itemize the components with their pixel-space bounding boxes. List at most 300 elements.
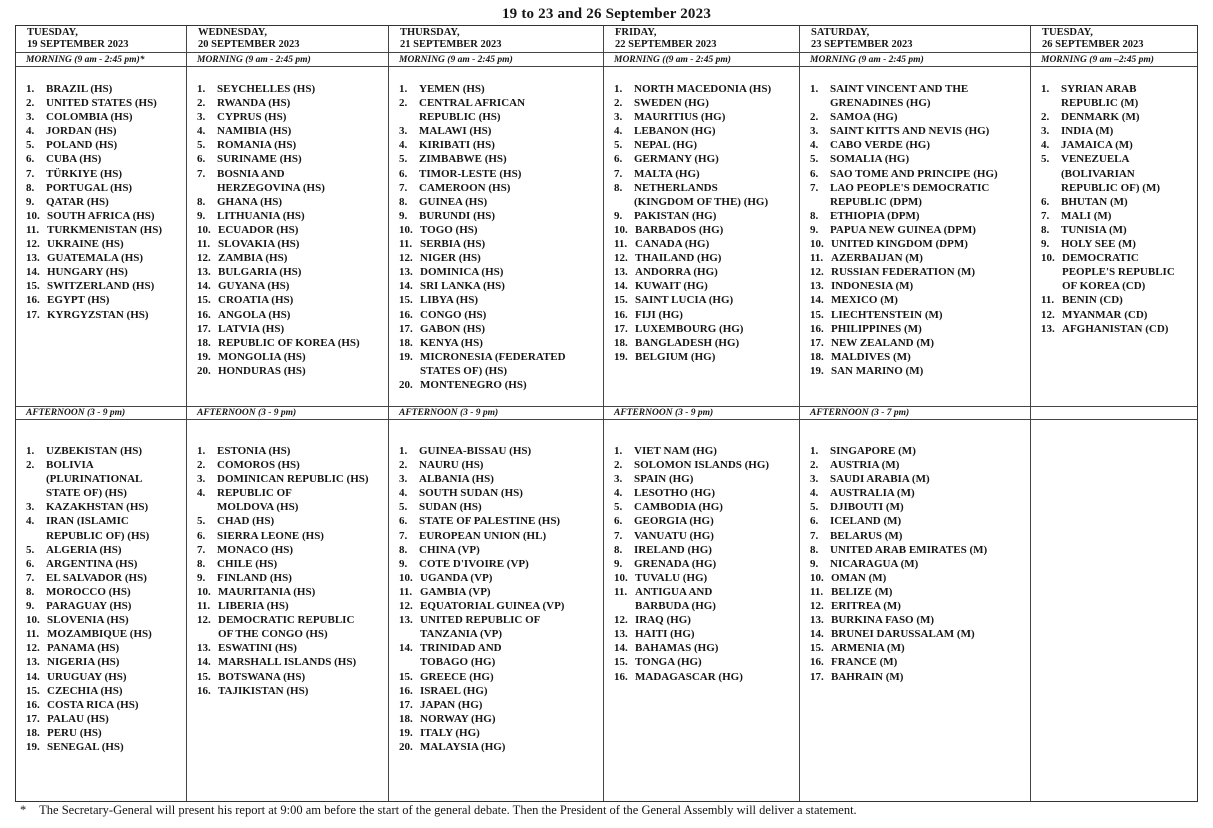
speaker-item <box>26 293 184 307</box>
speaker-item <box>399 712 601 726</box>
speaker-number: 6. <box>26 153 35 166</box>
speaker-number: 10. <box>614 223 628 236</box>
speaker-number: 17. <box>197 322 211 335</box>
speaker-name: BRUNEI DARUSSALAM (M) <box>831 628 975 641</box>
speaker-number: 4. <box>197 125 206 138</box>
speaker-number: 14. <box>614 642 628 655</box>
speaker-name: ALGERIA (HS) <box>46 543 122 556</box>
speaker-number: 14. <box>26 670 40 683</box>
speaker-name: JAPAN (HG) <box>420 698 483 711</box>
speaker-number: 18. <box>26 726 40 739</box>
speaker-number: 10. <box>399 223 413 236</box>
speaker-name: IRAN (ISLAMIC REPUBLIC OF) (HS) <box>46 515 150 542</box>
speaker-number: 4. <box>399 139 408 152</box>
speaker-item <box>26 627 184 641</box>
speaker-number: 6. <box>399 515 408 528</box>
speaker-number: 11. <box>197 238 211 251</box>
speaker-name: TAJIKISTAN (HS) <box>218 684 309 697</box>
speaker-number: 16. <box>399 308 413 321</box>
speaker-item <box>614 655 797 669</box>
speaker-name: BENIN (CD) <box>1062 294 1123 307</box>
day-column <box>799 26 1030 801</box>
afternoon-session-label: AFTERNOON (3 - 9 pm) <box>389 406 603 420</box>
speaker-number: 6. <box>399 167 408 180</box>
speaker-name: SOMALIA (HG) <box>830 153 910 166</box>
speaker-name: HOLY SEE (M) <box>1061 238 1136 251</box>
speaker-name: PARAGUAY (HS) <box>46 600 132 613</box>
speaker-number: 19. <box>399 350 413 363</box>
speaker-name: NORTH MACEDONIA (HS) <box>634 83 772 95</box>
speaker-name: OMAN (M) <box>831 571 887 584</box>
speaker-number: 15. <box>26 684 40 697</box>
speaker-number: 6. <box>614 515 623 528</box>
speaker-item <box>197 265 386 279</box>
speaker-number: 11. <box>1041 294 1055 307</box>
speaker-name: ECUADOR (HS) <box>218 223 299 236</box>
footnote <box>20 803 857 818</box>
speaker-name: UGANDA (VP) <box>420 571 493 584</box>
speaker-name: CUBA (HS) <box>46 153 102 166</box>
speaker-number: 6. <box>197 529 206 542</box>
speaker-name: BULGARIA (HS) <box>218 266 302 279</box>
speaker-name: SWEDEN (HG) <box>634 97 709 110</box>
speaker-name: MICRONESIA (FEDERATED STATES OF) (HS) <box>420 350 566 377</box>
speaker-name: UNITED REPUBLIC OF TANZANIA (VP) <box>420 614 541 641</box>
speaker-item <box>26 613 184 627</box>
speaker-number: 3. <box>614 473 623 486</box>
speaker-name: AUSTRALIA (M) <box>830 487 915 500</box>
speaker-number: 9. <box>1041 238 1050 251</box>
speaker-item <box>399 740 601 754</box>
speaker-number: 11. <box>810 585 824 598</box>
speaker-item <box>399 336 601 350</box>
speaker-number: 11. <box>614 238 628 251</box>
speaker-number: 11. <box>26 628 40 641</box>
speaker-name: SLOVENIA (HS) <box>47 614 129 627</box>
speaker-item <box>614 167 797 181</box>
speaker-name: TUNISIA (M) <box>1061 223 1127 236</box>
speaker-number: 14. <box>399 280 413 293</box>
speaker-number: 17. <box>614 322 628 335</box>
speaker-number: 1. <box>614 83 623 95</box>
speaker-item <box>26 712 184 726</box>
speaker-name: CHAD (HS) <box>217 515 275 528</box>
speaker-item <box>26 152 184 166</box>
speaker-item <box>399 195 601 209</box>
speaker-number: 19. <box>399 726 413 739</box>
speaker-item <box>26 698 184 712</box>
speaker-item <box>26 195 184 209</box>
speaker-name: ANTIGUA AND BARBUDA (HG) <box>635 585 716 613</box>
day-header <box>187 26 388 53</box>
speaker-item <box>197 472 386 486</box>
speaker-item <box>197 223 386 237</box>
speaker-number: 2. <box>614 459 623 472</box>
speaker-item <box>614 350 797 364</box>
speaker-name: DOMINICA (HS) <box>420 266 504 279</box>
speaker-name: CONGO (HS) <box>420 308 487 321</box>
speaker-name: ETHIOPIA (DPM) <box>830 209 920 222</box>
speaker-number: 13. <box>197 642 211 655</box>
speaker-name: MADAGASCAR (HG) <box>635 670 743 683</box>
speaker-number: 3. <box>810 473 819 486</box>
speaker-item <box>614 138 797 152</box>
speaker-item <box>197 585 386 599</box>
speaker-name: LATVIA (HS) <box>218 322 285 335</box>
speaker-number: 7. <box>26 167 35 180</box>
speaker-item <box>197 655 386 669</box>
speaker-item <box>26 543 184 557</box>
speaker-item <box>399 684 601 698</box>
speaker-name: THAILAND (HG) <box>635 252 722 265</box>
speaker-name: HONDURAS (HS) <box>218 364 306 377</box>
speaker-number: 4. <box>399 487 408 500</box>
speaker-name: COLOMBIA (HS) <box>46 111 133 124</box>
speaker-number: 8. <box>614 543 623 556</box>
speaker-name: CZECHIA (HS) <box>47 684 123 697</box>
speaker-number: 5. <box>197 515 206 528</box>
speaker-item <box>399 308 601 322</box>
speaker-name: COSTA RICA (HS) <box>47 698 139 711</box>
speaker-item <box>1041 138 1195 152</box>
speaker-item <box>810 279 1028 293</box>
speaker-name: AZERBAIJAN (M) <box>831 252 923 265</box>
afternoon-speaker-list <box>399 444 601 754</box>
speaker-item <box>810 364 1028 378</box>
speaker-name: PAKISTAN (HG) <box>634 209 717 222</box>
speaker-number: 12. <box>197 614 211 627</box>
speaker-name: SURINAME (HS) <box>217 153 302 166</box>
speaker-name: ISRAEL (HG) <box>420 684 488 697</box>
speaker-item <box>614 82 797 96</box>
speaker-item <box>197 458 386 472</box>
speaker-number: 17. <box>399 322 413 335</box>
speaker-number: 5. <box>197 139 206 152</box>
speaker-item <box>614 529 797 543</box>
speaker-number: 6. <box>810 515 819 528</box>
speaker-item <box>26 82 184 96</box>
speaker-item <box>197 641 386 655</box>
speaker-name: NETHERLANDS (KINGDOM OF THE) (HG) <box>634 181 769 208</box>
speaker-item <box>614 500 797 514</box>
day-name: FRIDAY, <box>615 27 657 38</box>
speaker-item <box>810 209 1028 223</box>
speaker-item <box>614 670 797 684</box>
speaker-name: FINLAND (HS) <box>217 571 292 584</box>
speaker-number: 18. <box>810 350 824 363</box>
speaker-number: 1. <box>614 445 623 457</box>
day-date: 21 SEPTEMBER 2023 <box>400 39 502 50</box>
speaker-name: HAITI (HG) <box>635 628 695 641</box>
speaker-item <box>1041 195 1195 209</box>
speaker-name: BARBADOS (HG) <box>635 223 724 236</box>
speaker-number: 10. <box>197 585 211 598</box>
speaker-number: 8. <box>197 557 206 570</box>
speaker-item <box>197 444 386 458</box>
speaker-item <box>614 627 797 641</box>
speaker-item <box>197 251 386 265</box>
speaker-number: 14. <box>197 280 211 293</box>
day-header <box>604 26 799 53</box>
speaker-name: NEPAL (HG) <box>634 139 698 152</box>
day-column <box>603 26 799 801</box>
speaker-number: 8. <box>26 181 35 194</box>
speaker-number: 9. <box>26 195 35 208</box>
speaker-item <box>26 514 184 542</box>
speaker-name: DOMINICAN REPUBLIC (HS) <box>217 473 369 486</box>
speaker-name: BRAZIL (HS) <box>46 83 113 95</box>
speaker-number: 5. <box>810 153 819 166</box>
speaker-name: REPUBLIC OF KOREA (HS) <box>218 336 360 349</box>
speaker-number: 13. <box>197 266 211 279</box>
speaker-number: 8. <box>614 181 623 194</box>
speaker-name: CYPRUS (HS) <box>217 111 287 124</box>
speaker-name: CENTRAL AFRICAN REPUBLIC (HS) <box>419 97 526 124</box>
speaker-name: PAPUA NEW GUINEA (DPM) <box>830 223 976 236</box>
speaker-item <box>26 96 184 110</box>
speaker-name: GUINEA (HS) <box>419 195 488 208</box>
speaker-name: GUATEMALA (HS) <box>47 252 144 265</box>
speaker-name: MALAWI (HS) <box>419 125 492 138</box>
speaker-number: 1. <box>399 445 408 457</box>
speaker-number: 16. <box>810 656 824 669</box>
speaker-number: 10. <box>197 223 211 236</box>
speaker-item <box>810 167 1028 181</box>
speaker-item <box>810 655 1028 669</box>
speaker-number: 12. <box>1041 308 1055 321</box>
speaker-name: UKRAINE (HS) <box>47 238 124 251</box>
speaker-number: 1. <box>197 83 206 95</box>
speaker-name: PERU (HS) <box>47 726 102 739</box>
speaker-item <box>399 726 601 740</box>
speaker-item <box>614 514 797 528</box>
speaker-number: 12. <box>197 252 211 265</box>
speaker-number: 5. <box>26 543 35 556</box>
speaker-name: YEMEN (HS) <box>419 83 485 95</box>
speaker-number: 16. <box>197 308 211 321</box>
speaker-name: MYANMAR (CD) <box>1062 308 1148 321</box>
speaker-name: SIERRA LEONE (HS) <box>217 529 324 542</box>
speaker-number: 7. <box>197 167 206 180</box>
speaker-number: 10. <box>26 614 40 627</box>
speaker-name: SWITZERLAND (HS) <box>47 280 155 293</box>
speaker-number: 5. <box>614 139 623 152</box>
speaker-item <box>197 599 386 613</box>
speaker-name: KIRIBATI (HS) <box>419 139 495 152</box>
speaker-item <box>614 458 797 472</box>
speaker-number: 8. <box>399 543 408 556</box>
speaker-number: 15. <box>197 670 211 683</box>
speaker-item <box>810 138 1028 152</box>
speaker-number: 13. <box>399 614 413 627</box>
speaker-number: 8. <box>1041 223 1050 236</box>
speaker-name: RWANDA (HS) <box>217 97 291 110</box>
speaker-number: 4. <box>1041 139 1050 152</box>
speaker-name: SLOVAKIA (HS) <box>218 238 300 251</box>
speaker-name: EQUATORIAL GUINEA (VP) <box>420 600 565 613</box>
speaker-item <box>197 96 386 110</box>
speaker-name: GEORGIA (HG) <box>634 515 714 528</box>
speaker-item <box>26 655 184 669</box>
speaker-number: 6. <box>810 167 819 180</box>
speaker-name: NAMIBIA (HS) <box>217 125 292 138</box>
speaker-item <box>1041 322 1195 336</box>
speaker-number: 11. <box>197 600 211 613</box>
speaker-item <box>810 293 1028 307</box>
speaker-item <box>399 557 601 571</box>
speaker-number: 14. <box>26 266 40 279</box>
speaker-name: IRAQ (HG) <box>635 614 691 627</box>
speaker-item <box>399 82 601 96</box>
speaker-name: SRI LANKA (HS) <box>420 280 505 293</box>
speaker-number: 12. <box>614 614 628 627</box>
speaker-name: SAINT VINCENT AND THE GRENADINES (HG) <box>830 83 969 110</box>
speaker-number: 18. <box>614 336 628 349</box>
speaker-number: 8. <box>399 195 408 208</box>
speaker-name: MALTA (HG) <box>634 167 700 180</box>
speaker-number: 3. <box>399 125 408 138</box>
speaker-name: BHUTAN (M) <box>1061 195 1128 208</box>
afternoon-session-label <box>1031 406 1197 420</box>
speaker-item <box>614 124 797 138</box>
speaker-number: 5. <box>1041 153 1050 166</box>
speaker-item <box>399 514 601 528</box>
speaker-number: 13. <box>26 656 40 669</box>
speaker-name: JAMAICA (M) <box>1061 139 1133 152</box>
speaker-name: GHANA (HS) <box>217 195 283 208</box>
speaker-name: TIMOR-LESTE (HS) <box>419 167 522 180</box>
speaker-name: QATAR (HS) <box>46 195 109 208</box>
speaker-number: 9. <box>197 209 206 222</box>
speaker-name: POLAND (HS) <box>46 139 118 152</box>
speaker-item <box>810 543 1028 557</box>
speaker-item <box>399 641 601 669</box>
speaker-number: 12. <box>614 252 628 265</box>
speaker-item <box>614 444 797 458</box>
speaker-item <box>26 500 184 514</box>
speaker-name: JORDAN (HS) <box>46 125 117 138</box>
speaker-item <box>399 670 601 684</box>
speaker-name: CHILE (HS) <box>217 557 278 570</box>
speaker-name: MAURITIUS (HG) <box>634 111 726 124</box>
speaker-name: KUWAIT (HG) <box>635 280 708 293</box>
speaker-name: PORTUGAL (HS) <box>46 181 133 194</box>
speaker-number: 3. <box>399 473 408 486</box>
speaker-item <box>810 641 1028 655</box>
speaker-number: 8. <box>26 585 35 598</box>
speaker-number: 9. <box>399 209 408 222</box>
afternoon-speaker-list <box>197 444 386 698</box>
speaker-item <box>399 279 601 293</box>
speaker-name: CAMBODIA (HG) <box>634 501 723 514</box>
speaker-number: 9. <box>399 557 408 570</box>
speaker-item <box>197 82 386 96</box>
speaker-item <box>399 486 601 500</box>
speaker-name: LESOTHO (HG) <box>634 487 715 500</box>
speaker-name: SOUTH AFRICA (HS) <box>47 209 155 222</box>
speaker-name: GERMANY (HG) <box>634 153 719 166</box>
speaker-name: KENYA (HS) <box>420 336 483 349</box>
speaker-name: TRINIDAD AND TOBAGO (HG) <box>420 642 502 669</box>
speaker-item <box>399 223 601 237</box>
speaker-item <box>810 557 1028 571</box>
morning-session-label: MORNING (9 am - 2:45 pm) <box>800 53 1030 67</box>
speaker-name: ANGOLA (HS) <box>218 308 291 321</box>
speaker-name: BAHRAIN (M) <box>831 670 904 683</box>
speaker-name: MALDIVES (M) <box>831 350 911 363</box>
speaker-item <box>197 613 386 641</box>
day-column <box>1030 26 1197 801</box>
speaker-number: 1. <box>399 83 408 95</box>
speaker-number: 2. <box>399 459 408 472</box>
speaker-name: HUNGARY (HS) <box>47 266 128 279</box>
speaker-name: MEXICO (M) <box>831 294 898 307</box>
speaker-item <box>197 543 386 557</box>
speaker-name: MOZAMBIQUE (HS) <box>47 628 152 641</box>
speaker-name: NICARAGUA (M) <box>830 557 919 570</box>
speaker-item <box>810 585 1028 599</box>
speaker-name: ESTONIA (HS) <box>217 445 291 457</box>
day-name: TUESDAY, <box>1042 27 1093 38</box>
speaker-number: 2. <box>197 97 206 110</box>
speaker-number: 15. <box>26 280 40 293</box>
speaker-name: FIJI (HG) <box>635 308 683 321</box>
speaker-number: 20. <box>399 378 413 391</box>
speaker-item <box>26 167 184 181</box>
speaker-number: 14. <box>810 294 824 307</box>
speaker-number: 4. <box>197 487 206 500</box>
speaker-name: SERBIA (HS) <box>420 238 486 251</box>
speaker-number: 1. <box>26 83 35 95</box>
day-date: 20 SEPTEMBER 2023 <box>198 39 300 50</box>
speaker-number: 10. <box>26 209 40 222</box>
speaker-name: DEMOCRATIC REPUBLIC OF THE CONGO (HS) <box>218 614 355 641</box>
speaker-number: 18. <box>399 712 413 725</box>
speaker-number: 17. <box>810 336 824 349</box>
speaker-name: DENMARK (M) <box>1061 111 1140 124</box>
speaker-number: 1. <box>197 445 206 457</box>
speaker-number: 9. <box>810 557 819 570</box>
speaker-item <box>614 251 797 265</box>
speaker-item <box>26 458 184 500</box>
speaker-name: SYRIAN ARAB REPUBLIC (M) <box>1061 83 1139 110</box>
speaker-name: LIBYA (HS) <box>420 294 478 307</box>
speaker-number: 17. <box>26 712 40 725</box>
speaker-name: IRELAND (HG) <box>634 543 712 556</box>
day-date: 23 SEPTEMBER 2023 <box>811 39 913 50</box>
speaker-number: 7. <box>614 529 623 542</box>
speaker-number: 20. <box>197 364 211 377</box>
speaker-item <box>197 670 386 684</box>
speaker-number: 19. <box>614 350 628 363</box>
speaker-name: MONGOLIA (HS) <box>218 350 306 363</box>
speaker-number: 13. <box>1041 322 1055 335</box>
speaker-item <box>614 472 797 486</box>
speaker-name: LIECHTENSTEIN (M) <box>831 308 943 321</box>
speaker-name: INDONESIA (M) <box>831 280 914 293</box>
speaker-item <box>614 543 797 557</box>
speaker-number: 15. <box>614 294 628 307</box>
footnote-text: The Secretary-General will present his report at 9:00 am before the start of the general debate. Then the President of the General Assembly will deliver a statement. <box>39 803 857 817</box>
speaker-item <box>26 308 184 322</box>
speaker-number: 4. <box>614 487 623 500</box>
speaker-item <box>399 251 601 265</box>
speaker-name: ARGENTINA (HS) <box>46 557 138 570</box>
speaker-item <box>197 322 386 336</box>
speaker-name: AFGHANISTAN (CD) <box>1062 322 1169 335</box>
speaker-name: RUSSIAN FEDERATION (M) <box>831 266 976 279</box>
day-name: SATURDAY, <box>811 27 870 38</box>
